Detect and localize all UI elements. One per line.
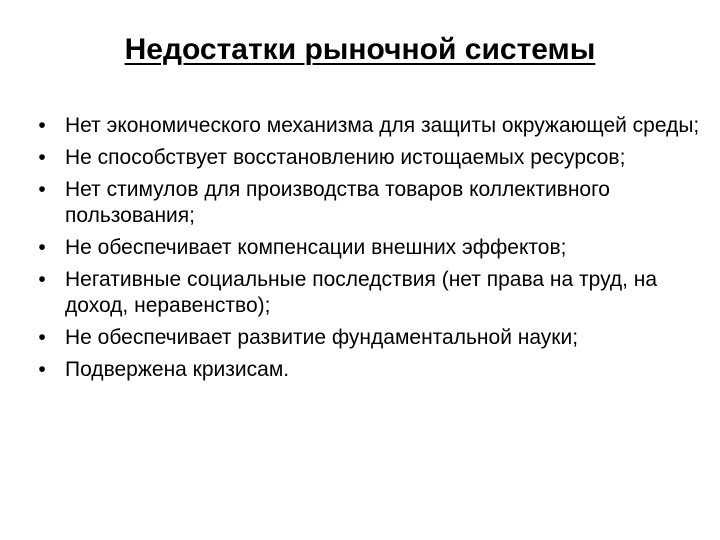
list-item-text: Не способствует восстановлению истощаемых ресурсов; bbox=[65, 146, 626, 169]
bullet-icon: • bbox=[38, 358, 46, 381]
bullet-list bbox=[30, 113, 700, 389]
list-item-text: Не обеспечивает компенсации внешних эффектов; bbox=[65, 236, 567, 259]
list-item bbox=[30, 357, 700, 383]
bullet-icon: • bbox=[38, 114, 46, 137]
list-item bbox=[30, 325, 700, 351]
bullet-icon: • bbox=[38, 236, 46, 259]
bullet-icon: • bbox=[38, 326, 46, 349]
list-item bbox=[30, 235, 700, 261]
bullet-icon: • bbox=[38, 146, 46, 169]
bullet-icon: • bbox=[38, 178, 46, 201]
list-item-text: Подвержена кризисам. bbox=[65, 358, 290, 381]
list-item-text: Нет стимулов для производства товаров коллективного пользования; bbox=[65, 178, 610, 227]
list-item bbox=[30, 267, 700, 319]
list-item bbox=[30, 177, 700, 229]
list-item bbox=[30, 113, 700, 139]
bullet-icon: • bbox=[38, 268, 46, 291]
list-item-text: Нет экономического механизма для защиты окружающей среды; bbox=[65, 114, 700, 137]
list-item-text: Не обеспечивает развитие фундаментальной науки; bbox=[65, 326, 579, 349]
list-item bbox=[30, 145, 700, 171]
slide-title: Недостатки рыночной системы bbox=[124, 33, 596, 66]
list-item-text: Негативные социальные последствия (нет права на труд, на доход, неравенство); bbox=[65, 268, 658, 317]
